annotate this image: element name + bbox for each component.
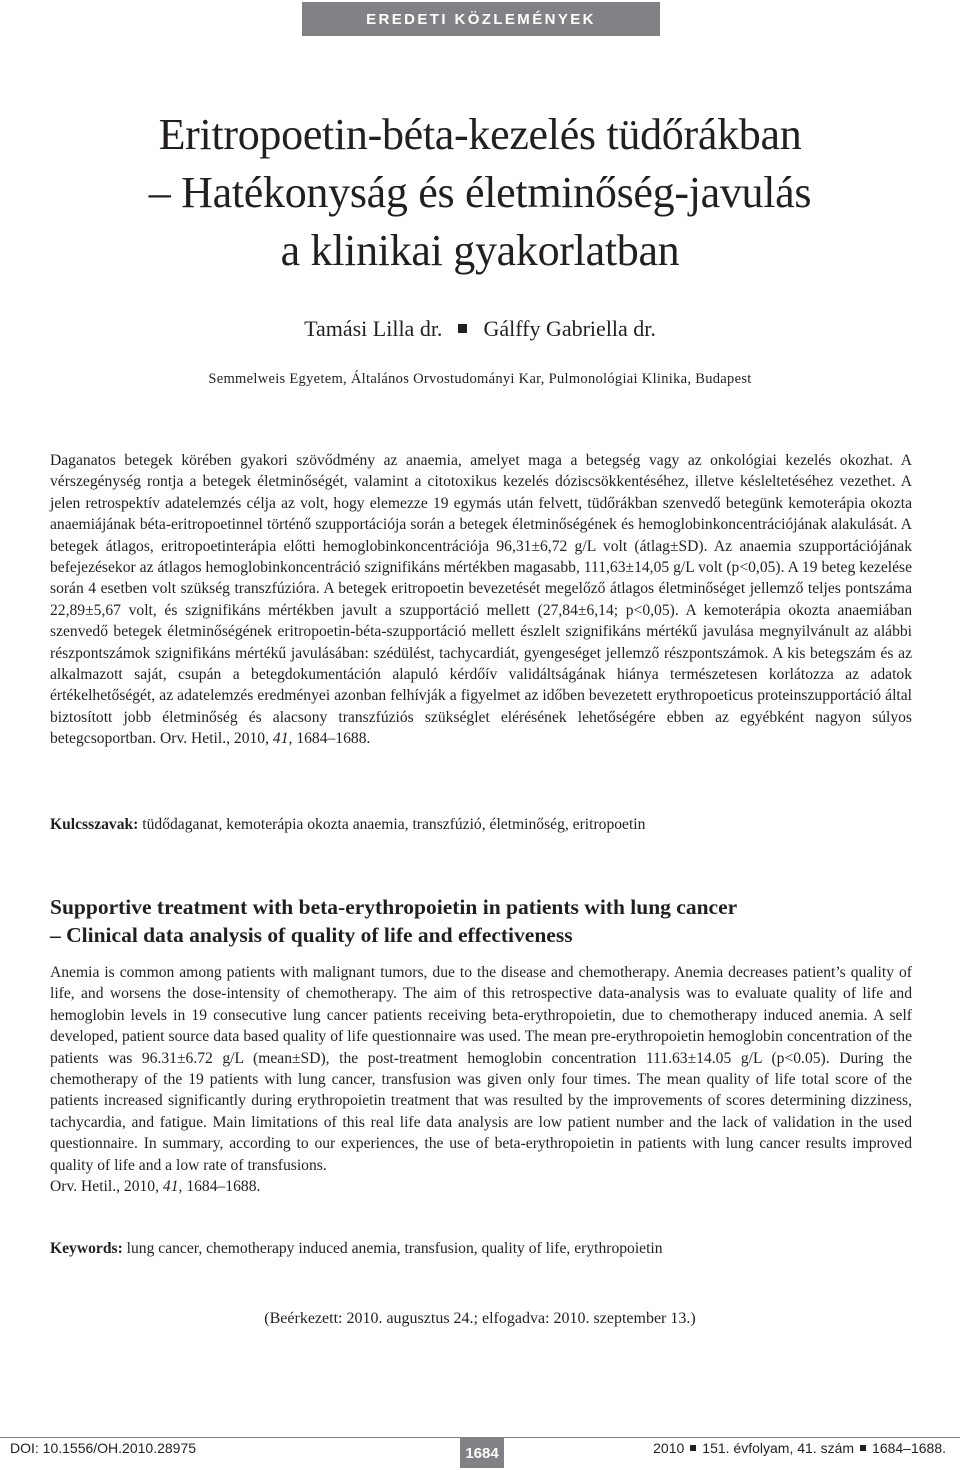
footer-year: 2010 — [653, 1440, 685, 1456]
footer-volume: 151. évfolyam, 41. szám — [702, 1440, 855, 1456]
citation-en-pages: 1684–1688. — [186, 1178, 261, 1196]
author-2: Gálffy Gabriella dr. — [483, 316, 656, 341]
abstract-hungarian — [50, 450, 912, 750]
keywords-english — [50, 1240, 912, 1258]
author-list — [0, 316, 960, 342]
abstract-english — [50, 962, 912, 1197]
keywords-hungarian — [50, 816, 912, 834]
affiliation: Semmelweis Egyetem, Általános Orvostudományi Kar, Pulmonológiai Klinika, Budapest — [208, 371, 752, 387]
keywords-en-text: lung cancer, chemotherapy induced anemia, transfusion, quality of life, erythropoietin — [126, 1240, 663, 1257]
title-line-1: Eritropoetin-béta-kezelés tüdőrákban — [158, 110, 802, 159]
english-title-line-1: Supportive treatment with beta-erythropoietin in patients with lung cancer — [50, 895, 738, 919]
citation-hu-volume: 41, — [272, 730, 293, 748]
footer-pages: 1684–1688. — [872, 1440, 946, 1456]
footer-doi: DOI: 10.1556/OH.2010.28975 — [10, 1440, 197, 1456]
keywords-hu-label: Kulcsszavak: — [50, 816, 139, 833]
citation-en-volume: 41, — [162, 1178, 183, 1196]
citation-hu-pages: 1684–1688. — [296, 730, 371, 748]
article-title — [40, 106, 920, 280]
footer-separator-square — [860, 1445, 866, 1451]
keywords-hu-text: tüdődaganat, kemoterápia okozta anaemia, transzfúzió, életminőség, eritropoetin — [142, 816, 646, 833]
page-number: 1684 — [460, 1438, 504, 1468]
title-line-2: – Hatékonyság és életminőség-javulás — [148, 168, 812, 217]
abstract-hu-text: Daganatos betegek körében gyakori szövődmény az anaemia, amelyet maga a betegség vagy az onkológiai kezelés okozhat. A vérszegénység rontja a betegek életminőségét, valamint a citotoxikus kezelés dóziscsökkentéséhez, illetve késleltetéséhez vezethet. A jelen retrospektív adatelemzés célja az volt, hogy elemezze 19 egymás után felvett, tüdőrákban szenvedő betegünk kemoterápia okozta anaemiájának béta-eritropoetinnel történő szupportációja során a betegek életminőségének és hemoglobinkoncentrációjának alakulását. A betegek átlagos, eritropoetinterápia előtti hemoglobinkoncentrációja 96,31±6,72 g/L volt (átlag±SD). Az anaemia szupportációjának befejezésekor az átlagos hemoglobinkoncentráció szignifikáns mértékben magasabb, 111,63±14,05 g/L volt (p<0,05). A 19 beteg kezelése során 4 esetben volt szükség transzfúzióra. A betegek eritropoetin bevezetését megelőző átlagos életminőséget jellemző teljes pontszáma 22,89±5,67 volt, és szignifikáns mértékben javult a szupportáció mellett (27,84±6,14; p<0,05). A kemoterápia okozta anaemiában szenvedő betegek életminőségének eritropoetin-béta-szupportáció mellett észlelt szignifikáns mértékű javulása megnyilvánult az alábbi részpontszámok szignifikáns mértékű javulásában: szédülést, tachycardiát, gyengeséget jellemző részpontszámok. A kis betegszám és az alkalmazott saját, csupán a betegdokumentáción alapuló kérdőív validáltságának hiánya természetesen korlátozza az adatok értékelhetőségét, az adatelemzés eredményei azonban felhívják a figyelmet az időben bevezetett erythropoeticus proteinszupportáció által biztosított jobb életminőség és alacsony transzfúziós szükséglet elérésének lehetőségére ebben az egyébként nagyon súlyos betegcsoportban. — [50, 452, 912, 748]
citation-en-prefix: Orv. Hetil., 2010, — [50, 1178, 159, 1196]
author-1: Tamási Lilla dr. — [304, 316, 443, 341]
keywords-en-label: Keywords: — [50, 1240, 123, 1257]
section-label: EREDETI KÖZLEMÉNYEK — [302, 2, 660, 36]
footer-separator-square — [690, 1445, 696, 1451]
abstract-en-text: Anemia is common among patients with malignant tumors, due to the disease and chemotherapy. Anemia decreases patient’s quality of life, and worsens the dose-intensity of chemotherapy. The aim of this retrospective data-analysis was to evaluate quality of life and hemoglobin levels in 19 consecutive lung cancer patients receiving beta-erythropoietin, due to chemotherapy induced anemia. A self developed, patient source data based quality of life questionnaire was used. The mean pre-erythropoietin hemoglobin concentration of the patients was 96.31±6.72 g/L (mean±SD), the post-treatment hemoglobin concentration 111.63±14.05 g/L (p<0.05). During the chemotherapy of the 19 patients with lung cancer, transfusion was given only four times. The mean quality of life total score of the patients increased significantly during erythropoietin treatment that was resulted by the improvements of scores determining dizziness, tachycardia, and fatigue. Main limitations of this real life data analysis are low patient number and the lack of validation in the used questionnaire. In summary, according to our experiences, the use of beta-erythropoietin in patients with lung cancer results improved quality of life and a low rate of transfusions. — [50, 964, 912, 1174]
citation-hu-prefix: Orv. Hetil., 2010, — [160, 730, 269, 748]
footer-issue-info — [653, 1440, 946, 1456]
english-title — [50, 893, 930, 949]
received-dates: (Beérkezett: 2010. augusztus 24.; elfogadva: 2010. szeptember 13.) — [264, 1310, 696, 1327]
english-title-line-2: – Clinical data analysis of quality of life and effectiveness — [50, 923, 573, 947]
title-line-3: a klinikai gyakorlatban — [280, 226, 680, 275]
author-separator-square — [458, 324, 467, 333]
